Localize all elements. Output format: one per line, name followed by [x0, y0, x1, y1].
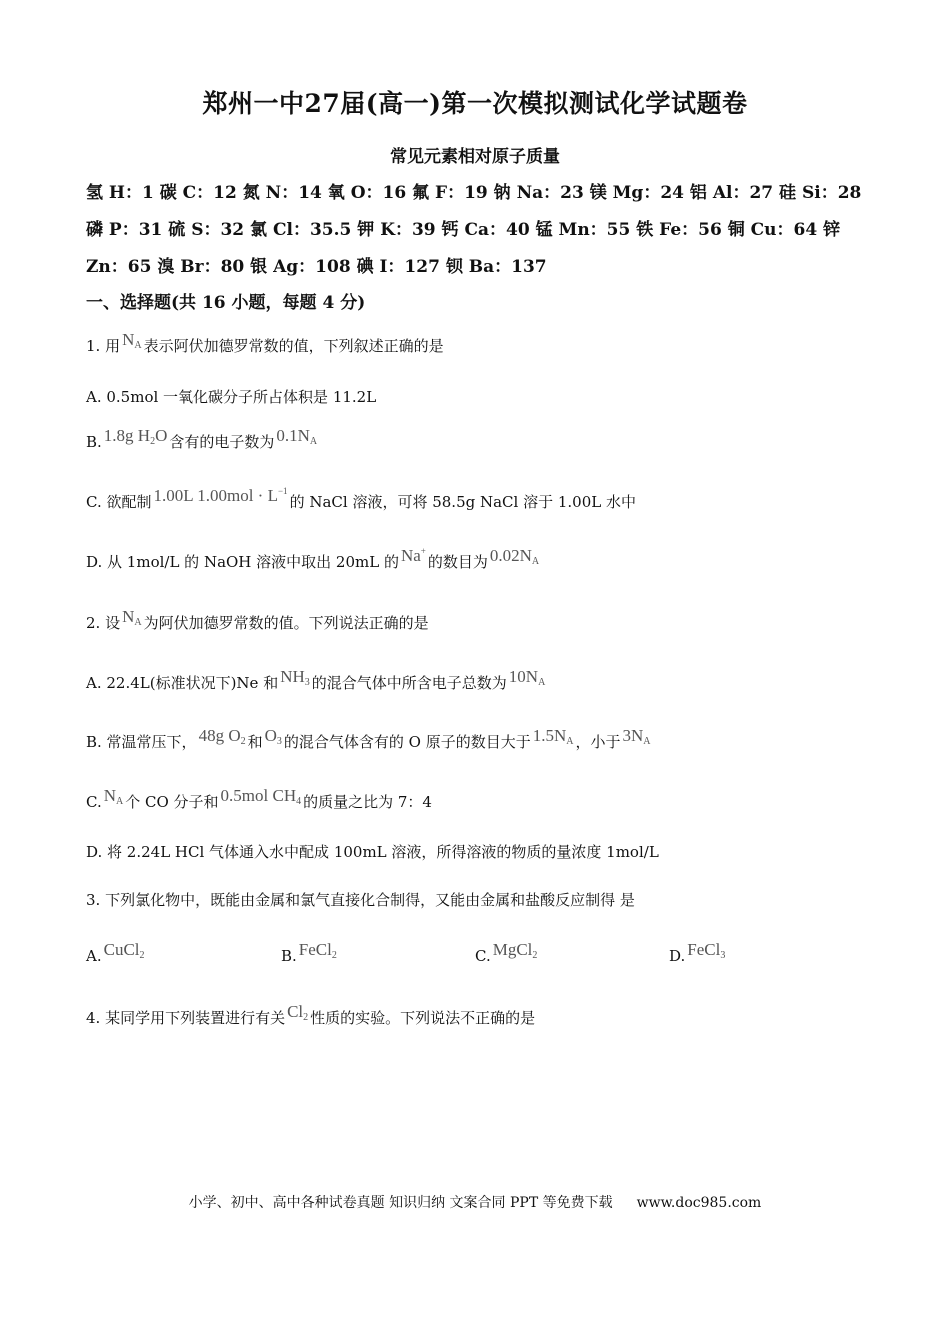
- question-1-option-c: C. 欲配制 1.00L $1.00mol \cdot L^{-1}$的 NaCl 溶液，可将 58.5g NaCl 溶于 1.00L 水中: [86, 486, 636, 511]
- question-3-option-b: B. FeCl$_2$: [281, 940, 337, 965]
- page-title: 郑州一中27届(高一)第一次模拟测试化学试题卷: [202, 89, 748, 118]
- question-4-stem: 4. 某同学用下列装置进行有关 $Cl_2$ 性质的实验。下列说法不正确的是: [86, 1002, 536, 1027]
- question-2-stem: 2. 设 $N_A$ 为阿伏加德罗常数的值。下列说法正确的是: [86, 607, 429, 632]
- question-1-option-b: B. 1.8g $H_2O$ 含有的电子数为 $0.1N_A$: [86, 426, 318, 451]
- question-3-stem: 3. 下列氯化物中，既能由金属和氯气直接化合制得，又能由金属和盐酸反应制得 是: [86, 891, 635, 909]
- question-3-option-a: A. CuCl$_2$: [86, 940, 145, 965]
- footer-url[interactable]: www.doc985.com: [636, 1195, 762, 1211]
- question-1-stem: 1. 用 $N_A$ 表示阿伏加德罗常数的值，下列叙述正确的是: [86, 330, 444, 355]
- page-footer: [0, 1192, 950, 1212]
- section-title: 一、选择题(共 16 小题，每题 4 分): [86, 293, 366, 313]
- question-2-option-b: B. 常温常压下， 48g $O_2$ 和 $O_3$ 的混合气体含有的 O 原子的数目大于 $1.5N_A$ ，小于 $3N_A$: [86, 726, 651, 751]
- atomic-mass-line-1: 氢 H：1 碳 C：12 氮 N：14 氧 O：16 氟 F：19 钠 Na：23 镁 Mg：24 铝 Al：27 硅 Si：28: [86, 183, 862, 203]
- atomic-mass-line-3: Zn：65 溴 Br：80 银 Ag：108 碘 I：127 钡 Ba：137: [86, 257, 547, 277]
- question-1-option-d: D. 从 1mol/L 的 NaOH 溶液中取出 20mL 的 Na+的数目为 $0.02N_A$: [86, 546, 540, 571]
- atomic-mass-line-2: 磷 P：31 硫 S：32 氯 Cl：35.5 钾 K：39 钙 Ca：40 锰 Mn：55 铁 Fe：56 铜 Cu：64 锌: [86, 220, 841, 240]
- question-2-option-d: D. 将 2.24L HCl 气体通入水中配成 100mL 溶液，所得溶液的物质的量浓度 1mol/L: [86, 843, 659, 861]
- question-1-option-a: A. 0.5mol 一氧化碳分子所占体积是 11.2L: [86, 388, 377, 406]
- question-2-option-a: A. 22.4L(标准状况下)Ne 和 $NH_3$ 的混合气体中所含电子总数为 $10N_A$: [86, 667, 546, 692]
- question-3-option-c: C. MgCl$_2$: [475, 940, 538, 965]
- footer-text: 小学、初中、高中各种试卷真题 知识归纳 文案合同 PPT 等免费下载: [188, 1195, 613, 1211]
- question-3-option-d: D. FeCl$_3$: [669, 940, 726, 965]
- question-2-option-c: C. $N_A$ 个 CO 分子和 0.5mol $CH_4$ 的质量之比为 7：4: [86, 786, 432, 811]
- atomic-mass-heading: 常见元素相对原子质量: [390, 147, 560, 167]
